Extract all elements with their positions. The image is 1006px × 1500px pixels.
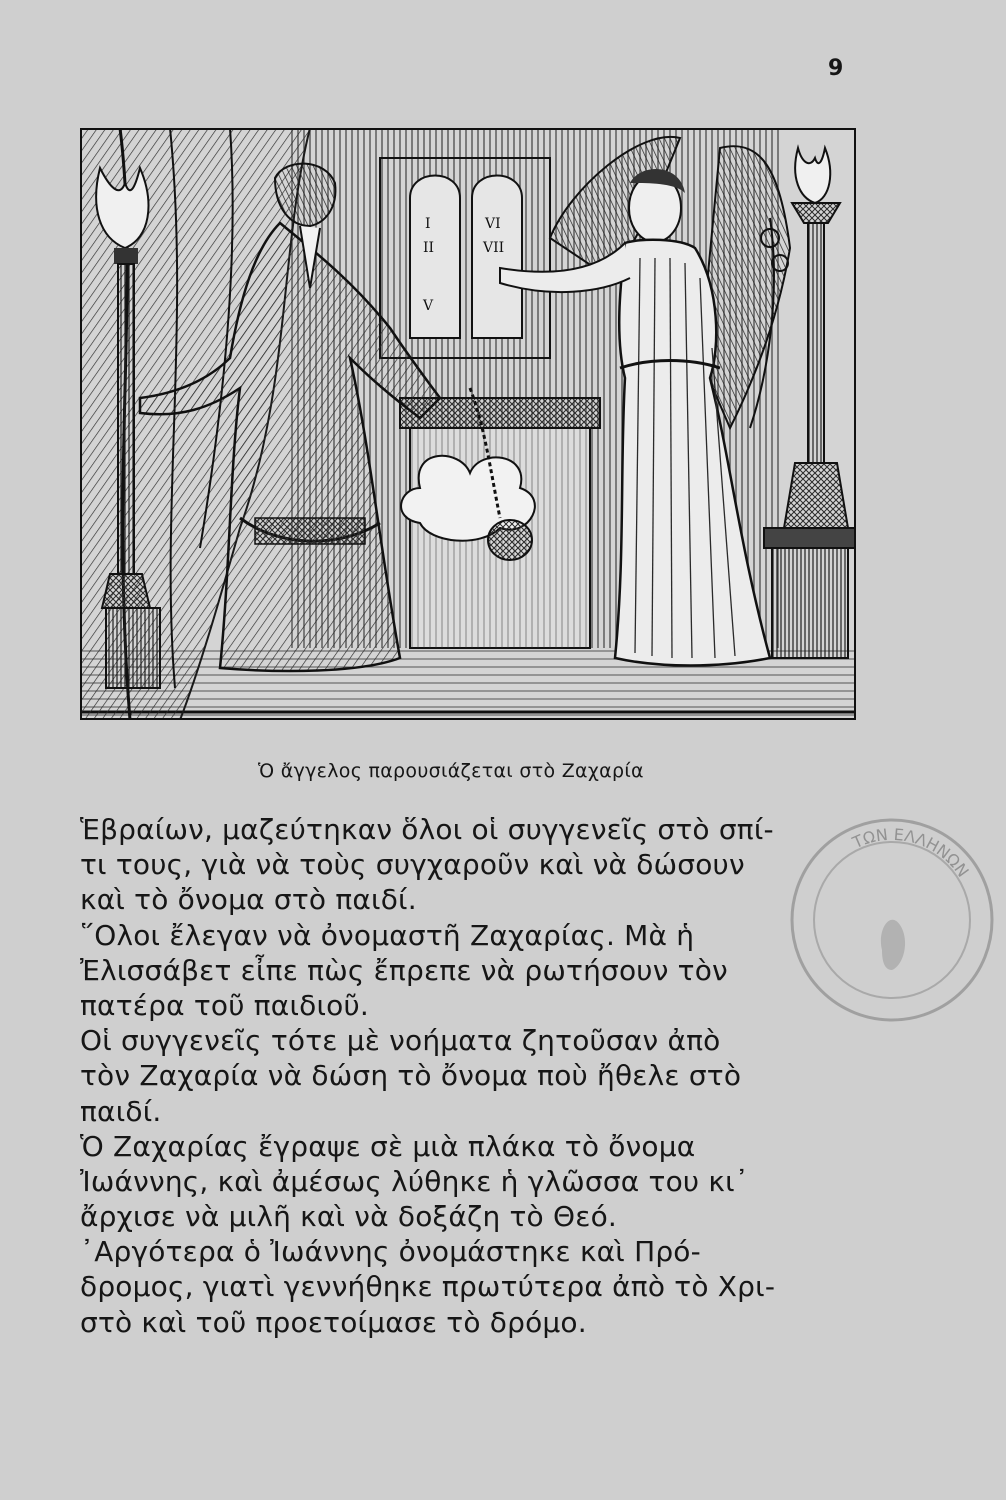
text-line: στὸ καὶ τοῦ προετοίμασε τὸ δρόμο.	[80, 1305, 587, 1339]
text-line: τι τους, γιὰ νὰ τοὺς συγχαροῦν καὶ νὰ δώσουν	[80, 848, 745, 882]
text-line: ῞Ολοι ἔλεγαν νὰ ὀνομαστῆ Ζαχαρίας. Μὰ ἡ	[80, 918, 695, 952]
page-number: 9	[828, 56, 844, 81]
svg-text:V: V	[423, 298, 434, 314]
illustration-caption: Ὁ ἄγγελος παρουσιάζεται στὸ Ζαχαρία	[258, 760, 644, 782]
svg-text:II: II	[423, 240, 435, 256]
text-line: Ἑβραίων, μαζεύτηκαν ὅλοι οἱ συγγενεῖς στὸ σπί-	[80, 813, 774, 846]
text-line: πατέρα τοῦ παιδιοῦ.	[80, 988, 369, 1022]
svg-text:VI: VI	[485, 216, 501, 232]
body-text	[80, 812, 870, 1340]
svg-text:ΤΩΝ ΕΛΛΗΝΩΝ	[849, 825, 973, 881]
library-stamp	[772, 800, 1006, 1040]
stamp-text: ΤΩΝ ΕΛΛΗΝΩΝ	[849, 824, 973, 881]
text-line: καὶ τὸ ὄνομα στὸ παιδί.	[80, 883, 417, 917]
text-line: ἄρχισε νὰ μιλῆ καὶ νὰ δοξάζη τὸ Θεό.	[80, 1200, 617, 1234]
text-line: ᾿Αργότερα ὁ Ἰωάννης ὀνομάστηκε καὶ Πρό-	[80, 1235, 701, 1269]
illustration-engraving	[80, 128, 856, 720]
text-line: Οἱ συγγενεῖς τότε μὲ νοήματα ζητοῦσαν ἀπὸ	[80, 1024, 721, 1058]
text-line: Ὁ Ζαχαρίας ἔγραψε σὲ μιὰ πλάκα τὸ ὄνομα	[80, 1129, 696, 1163]
text-line: δρομος, γιατὶ γεννήθηκε πρωτύτερα ἀπὸ τὸ Χρι-	[80, 1270, 776, 1304]
svg-text:VII: VII	[483, 240, 505, 256]
text-line: παιδί.	[80, 1094, 162, 1128]
text-line: Ἰωάννης, καὶ ἀμέσως λύθηκε ἡ γλῶσσα του κι᾿	[80, 1164, 750, 1198]
text-line: τὸν Ζαχαρία νὰ δώση τὸ ὄνομα ποὺ ἤθελε στὸ	[80, 1059, 742, 1093]
svg-text:I: I	[425, 216, 431, 232]
text-line: Ἐλισσάβετ εἶπε πὼς ἔπρεπε νὰ ρωτήσουν τὸν	[80, 953, 728, 987]
